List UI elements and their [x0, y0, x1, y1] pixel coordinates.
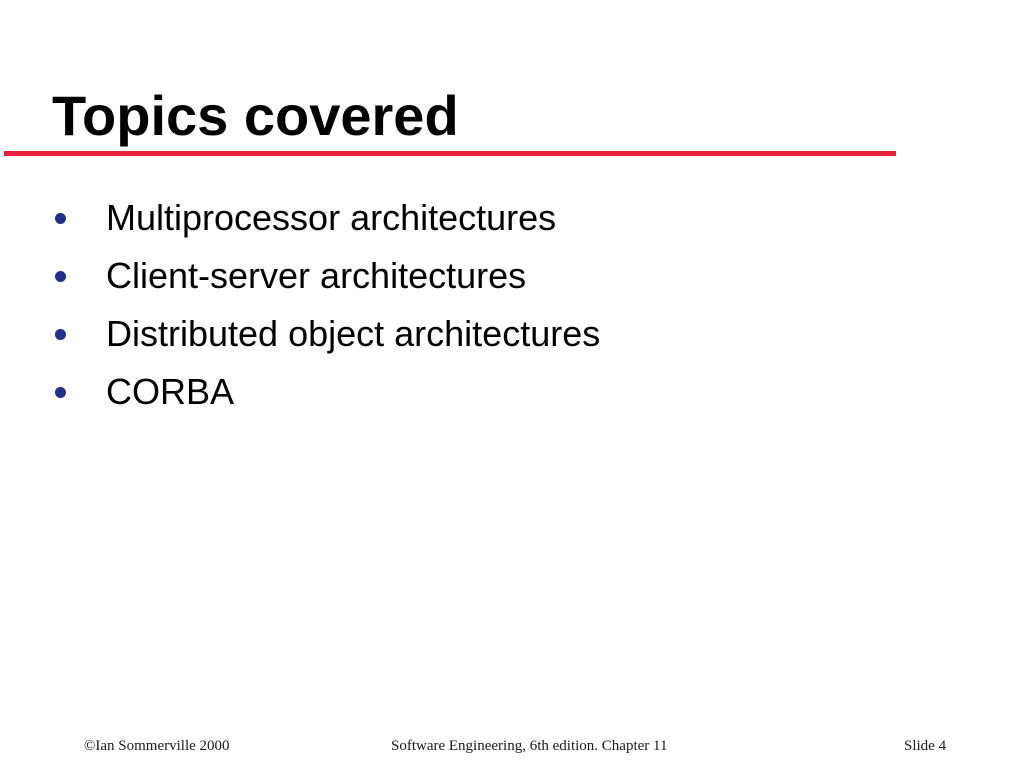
slide-title: Topics covered — [52, 84, 459, 147]
bullet-list — [0, 190, 1024, 422]
bullet-item — [0, 364, 1024, 422]
bullet-item — [0, 190, 1024, 248]
footer-copyright: ©Ian Sommerville 2000 — [84, 738, 230, 754]
bullet-text: Client-server architectures — [106, 255, 527, 296]
bullet-dot-icon — [55, 387, 66, 398]
footer-book-title: Software Engineering, 6th edition. Chapter 11 — [391, 738, 668, 754]
bullet-text: CORBA — [106, 371, 235, 412]
bullet-dot-icon — [55, 329, 66, 340]
bullet-text: Multiprocessor architectures — [106, 197, 557, 238]
bullet-dot-icon — [55, 271, 66, 282]
bullet-dot-icon — [55, 213, 66, 224]
footer-slide-number: Slide 4 — [904, 738, 947, 754]
title-underline — [4, 151, 896, 156]
bullet-item — [0, 306, 1024, 364]
bullet-text: Distributed object architectures — [106, 313, 601, 354]
bullet-item — [0, 248, 1024, 306]
